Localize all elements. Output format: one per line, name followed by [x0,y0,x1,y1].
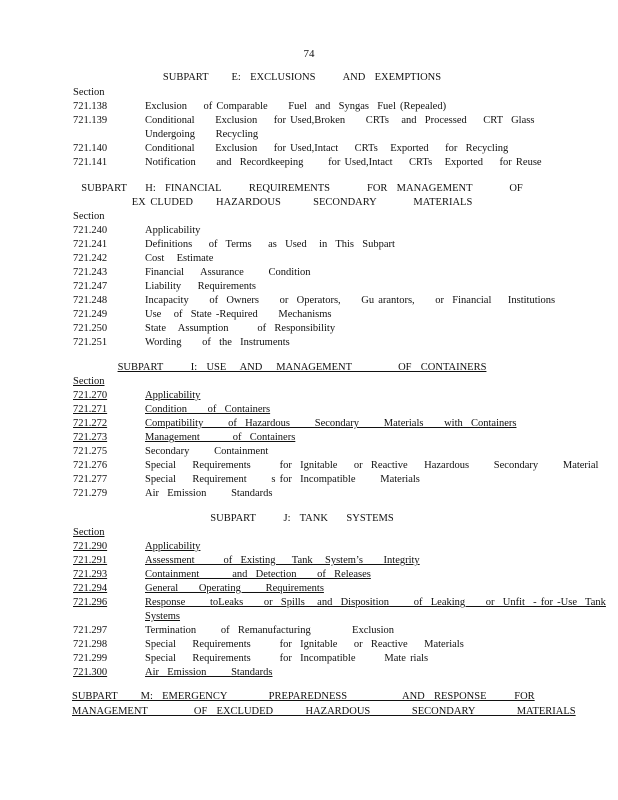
section-number: 721.298 [73,639,108,650]
subpart-heading [72,705,576,719]
subpart-heading-text: SUBPART M: EMERGENCY PREPAREDNESS AND RESPONSE FOR [72,691,535,702]
section-number: 721.138 [73,101,108,112]
section-title: Liability Requirements [145,281,256,292]
section-title: Conditional Exclusion for Used,Broken CRTs and Processed CRT Glass [145,115,535,126]
section-title: Containment and Detection of Releases [145,569,371,580]
section-title: Secondary Containment [145,446,269,457]
section-number: 721.141 [73,157,108,168]
section-number: 721.291 [73,555,108,566]
subpart-heading [72,196,532,210]
subpart-heading [72,690,535,704]
section-number: 721.270 [73,390,108,401]
section-title: Exclusion of Comparable Fuel and Syngas Fuel (Repealed) [145,101,447,112]
section-number: 721.300 [73,667,108,678]
section-number: 721.242 [73,253,108,264]
subpart-heading-text: SUBPART E: EXCLUSIONS AND EXEMPTIONS [162,72,442,83]
section-title: Systems [145,611,181,622]
section-title: Condition of Containers [145,404,271,415]
section-number: 721.296 [73,597,108,608]
section-title: Cost Estimate [145,253,214,264]
section-title: General Operating Requirements [145,583,324,594]
section-title: Financial Assurance Condition [145,267,311,278]
subpart-heading-text: EX CLUDED HAZARDOUS SECONDARY MATERIALS [131,197,473,208]
section-title: Definitions of Terms as Used in This Subpart [145,239,395,250]
section-number: 721.139 [73,115,108,126]
section-number: 721.250 [73,323,108,334]
section-title: Compatibility of Hazardous Secondary Materials with Containers [145,418,517,429]
section-title: Undergoing Recycling [145,129,259,140]
section-title: Applicability [145,390,201,401]
section-number: 721.249 [73,309,108,320]
section-title: Special Requirements for Ignitable or Reactive Materials [145,639,464,650]
section-number: 721.293 [73,569,108,580]
section-number: 721.276 [73,460,108,471]
section-number: 721.290 [73,541,108,552]
section-number: 721.251 [73,337,108,348]
section-column-label: Section [73,376,105,387]
section-title: Management of Containers [145,432,296,443]
section-number: 721.273 [73,432,108,443]
section-number: 721.271 [73,404,108,415]
section-number: 721.241 [73,239,108,250]
subpart-heading-text: MANAGEMENT OF EXCLUDED HAZARDOUS SECONDARY MATERIALS [72,706,576,717]
section-number: 721.275 [73,446,108,457]
section-title: Notification and Recordkeeping for Used,Intact CRTs Exported for Reuse [145,157,542,168]
section-number: 721.140 [73,143,108,154]
page-number: 74 [303,48,315,60]
subpart-heading [72,182,532,196]
section-title: Wording of the Instruments [145,337,290,348]
section-column-label: Section [73,211,105,222]
section-column-label: Section [73,87,105,98]
section-number: 721.299 [73,653,108,664]
subpart-heading [72,361,532,375]
section-title: Applicability [145,541,201,552]
section-title: Use of State -Required Mechanisms [145,309,332,320]
section-number: 721.240 [73,225,108,236]
section-title: Special Requirements for Ignitable or Reactive Hazardous Secondary Material [145,460,599,471]
section-title: Assessment of Existing Tank System’s Integrity [145,555,420,566]
section-number: 721.247 [73,281,108,292]
section-title: Special Requirements for Incompatible Mate rials [145,653,429,664]
section-number: 721.279 [73,488,108,499]
section-number: 721.277 [73,474,108,485]
section-column-label: Section [73,527,105,538]
section-title: Special Requirement s for Incompatible Materials [145,474,420,485]
section-title: Incapacity of Owners or Operators, Gu arantors, or Financial Institutions [145,295,556,306]
section-title: Air Emission Standards [145,667,273,678]
subpart-heading [72,512,532,526]
section-title: Response toLeaks or Spills and Disposition of Leaking or Unfit - for -Use Tank [145,597,606,608]
section-title: Conditional Exclusion for Used,Intact CRTs Exported for Recycling [145,143,509,154]
subpart-heading-text: SUBPART H: FINANCIAL REQUIREMENTS FOR MANAGEMENT OF [81,183,523,194]
subpart-heading-text: SUBPART J: TANK SYSTEMS [210,513,394,524]
section-title: Air Emission Standards [145,488,273,499]
subpart-heading-text: SUBPART I: USE AND MANAGEMENT OF CONTAINERS [117,362,487,373]
section-number: 721.243 [73,267,108,278]
section-title: Applicability [145,225,201,236]
subpart-heading [72,71,532,85]
section-number: 721.248 [73,295,108,306]
section-number: 721.294 [73,583,108,594]
section-title: State Assumption of Responsibility [145,323,336,334]
section-title: Termination of Remanufacturing Exclusion [145,625,395,636]
section-number: 721.272 [73,418,108,429]
section-number: 721.297 [73,625,108,636]
